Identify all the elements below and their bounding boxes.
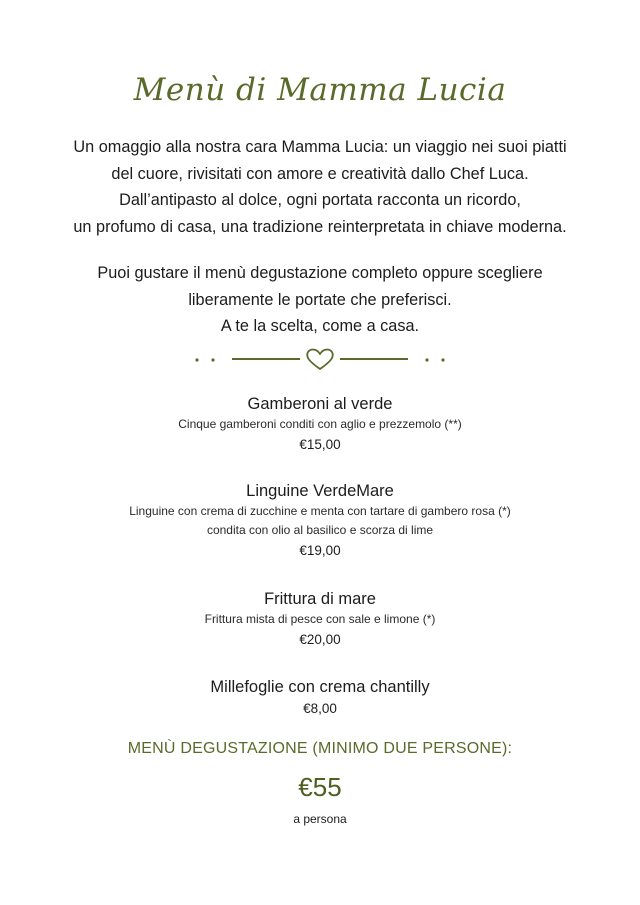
divider-dot — [195, 358, 198, 361]
tasting-menu-price: €55 — [298, 772, 342, 802]
dish-item — [0, 588, 640, 650]
dish-item — [0, 676, 640, 719]
dish-price: €15,00 — [299, 437, 341, 452]
dish-name: Frittura di mare — [264, 590, 376, 608]
divider-dot — [211, 358, 214, 361]
divider-dot — [441, 358, 444, 361]
ornament-divider — [190, 346, 450, 374]
dish-name: Linguine VerdeMare — [246, 482, 394, 500]
dish-price: €19,00 — [299, 543, 341, 558]
dish-description: Cinque gamberoni conditi con aglio e prezzemolo (**) — [178, 417, 462, 431]
tasting-menu-label: MENÙ DEGUSTAZIONE (MINIMO DUE PERSONE): — [127, 740, 513, 757]
intro-line: Un omaggio alla nostra cara Mamma Lucia: un viaggio nei suoi piatti — [73, 138, 567, 156]
dish-item — [0, 480, 640, 561]
dish-description: condita con olio al basilico e scorza di lime — [206, 523, 434, 537]
intro-line: A te la scelta, come a casa. — [220, 317, 420, 335]
dish-name: Millefoglie con crema chantilly — [210, 678, 430, 696]
dish-description: Linguine con crema di zucchine e menta con tartare di gambero rosa (*) — [129, 504, 511, 518]
intro-line: un profumo di casa, una tradizione reinterpretata in chiave moderna. — [73, 217, 567, 236]
intro-line: Dall’antipasto al dolce, ogni portata racconta un ricordo, — [119, 191, 521, 209]
dish-price: €20,00 — [299, 632, 341, 647]
tasting-menu-unit: a persona — [293, 812, 347, 826]
intro-line: Puoi gustare il menù degustazione completo oppure scegliere — [97, 264, 543, 282]
dish-description: Frittura mista di pesce con sale e limone (*) — [204, 612, 436, 626]
dish-price: €8,00 — [303, 701, 337, 716]
dish-name: Gamberoni al verde — [247, 395, 393, 413]
menu-title: Menù di Mamma Lucia — [133, 72, 507, 108]
divider-dot — [425, 358, 428, 361]
dish-item — [0, 393, 640, 455]
intro-text — [0, 134, 640, 340]
heart-icon — [307, 350, 333, 369]
intro-line: del cuore, rivisitati con amore e creatività dallo Chef Luca. — [111, 164, 529, 183]
intro-line: liberamente le portate che preferisci. — [188, 290, 452, 309]
